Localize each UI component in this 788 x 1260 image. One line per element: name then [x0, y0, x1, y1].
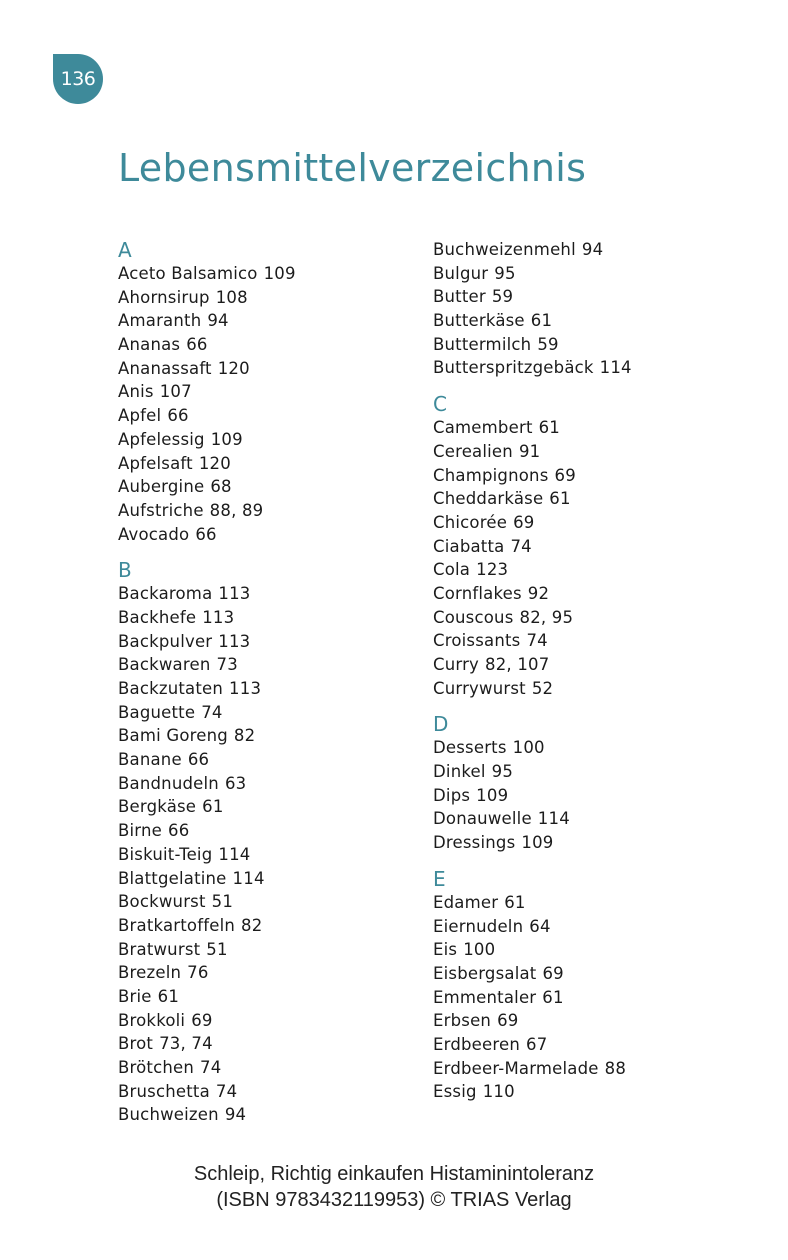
entry-name: Buttermilch — [433, 334, 532, 354]
index-entry — [433, 511, 753, 535]
entry-pages: 66 — [187, 750, 210, 770]
index-entry — [118, 1080, 438, 1104]
index-section — [118, 238, 438, 546]
index-section — [433, 238, 753, 380]
index-entry — [118, 819, 438, 843]
entry-name: Anis — [118, 382, 154, 402]
index-entry — [433, 558, 753, 582]
index-entry — [118, 1056, 438, 1080]
entry-pages: 64 — [529, 916, 551, 936]
entry-name: Ciabatta — [433, 536, 505, 556]
entry-pages: 113 — [218, 631, 251, 651]
entry-pages: 109 — [521, 833, 554, 853]
index-entry — [433, 582, 753, 606]
entry-pages: 51 — [206, 939, 228, 959]
entry-list — [433, 238, 753, 380]
index-entry — [118, 606, 438, 630]
index-entry — [433, 333, 753, 357]
entry-name: Bandnudeln — [118, 773, 219, 793]
index-entry — [118, 1009, 438, 1033]
entry-pages: 76 — [187, 963, 209, 983]
entry-name: Eis — [433, 940, 458, 960]
index-entry — [118, 582, 438, 606]
index-entry — [433, 1009, 753, 1033]
entry-pages: 91 — [518, 441, 541, 461]
entry-pages: 69 — [497, 1011, 519, 1031]
index-entry — [433, 487, 753, 511]
entry-pages: 67 — [526, 1034, 548, 1054]
index-entry — [118, 748, 438, 772]
entry-pages: 100 — [512, 738, 545, 758]
entry-pages: 113 — [202, 607, 235, 627]
section-letter: D — [433, 712, 449, 737]
index-entry — [433, 1080, 753, 1104]
index-entry — [118, 333, 438, 357]
entry-name: Eisbergsalat — [433, 963, 537, 983]
entry-name: Brot — [118, 1034, 154, 1054]
entry-pages: 61 — [542, 987, 564, 1007]
entry-pages: 51 — [211, 892, 234, 912]
entry-pages: 66 — [168, 821, 190, 841]
section-letter: A — [118, 238, 132, 262]
entry-pages: 120 — [217, 358, 250, 378]
index-entry — [433, 629, 753, 653]
entry-pages: 100 — [463, 940, 496, 960]
entry-pages: 109 — [476, 785, 509, 805]
entry-name: Erbsen — [433, 1011, 492, 1031]
index-entry — [433, 262, 753, 286]
page-title: Lebensmittelverzeichnis — [118, 146, 587, 190]
index-entry — [118, 404, 438, 428]
entry-name: Cerealien — [433, 441, 513, 461]
entry-name: Ahornsirup — [118, 287, 210, 307]
entry-name: Aubergine — [118, 477, 205, 497]
index-entry — [118, 795, 438, 819]
entry-pages: 73 — [216, 655, 238, 675]
index-entry — [118, 452, 438, 476]
index-entry — [433, 891, 753, 915]
entry-pages: 61 — [538, 418, 561, 438]
entry-name: Butter — [433, 287, 486, 307]
entry-name: Donauwelle — [433, 809, 532, 829]
index-entry — [118, 985, 438, 1009]
entry-pages: 82, 95 — [519, 607, 574, 627]
entry-pages: 95 — [494, 263, 516, 283]
entry-name: Couscous — [433, 607, 514, 627]
entry-name: Bratkartoffeln — [118, 915, 236, 935]
entry-pages: 108 — [215, 287, 248, 307]
entry-name: Backpulver — [118, 631, 213, 651]
entry-pages: 69 — [542, 963, 564, 983]
entry-name: Aceto Balsamico — [118, 264, 258, 283]
index-entry — [433, 986, 753, 1010]
index-entry — [118, 630, 438, 654]
index-entry — [433, 784, 753, 808]
index-entry — [118, 475, 438, 499]
entry-pages: 74 — [200, 1058, 222, 1077]
index-entry — [118, 499, 438, 523]
footer — [0, 1161, 788, 1213]
index-entry — [433, 962, 753, 986]
index-entry — [433, 606, 753, 630]
index-entry — [118, 867, 438, 891]
entry-name: Camembert — [433, 418, 533, 438]
index-entry — [118, 890, 438, 914]
entry-name: Croissants — [433, 631, 521, 651]
index-entry — [118, 286, 438, 310]
entry-name: Butterkäse — [433, 311, 525, 331]
entry-name: Birne — [118, 821, 163, 841]
index-section — [433, 867, 753, 1104]
entry-pages: 66 — [167, 406, 189, 426]
index-entry — [118, 961, 438, 985]
entry-name: Cheddarkäse — [433, 489, 544, 509]
entry-name: Bergkäse — [118, 797, 197, 817]
index-entry — [118, 357, 438, 381]
index-entry — [433, 285, 753, 309]
index-entry — [433, 309, 753, 333]
index-entry — [118, 843, 438, 867]
entry-pages: 113 — [218, 584, 251, 604]
entry-pages: 69 — [554, 465, 576, 485]
entry-pages: 74 — [215, 1081, 238, 1101]
entry-name: Cornflakes — [433, 583, 522, 603]
entry-pages: 114 — [218, 844, 251, 864]
entry-pages: 59 — [491, 287, 514, 307]
index-entry — [118, 309, 438, 333]
entry-name: Brötchen — [118, 1058, 195, 1077]
index-entry — [118, 428, 438, 452]
entry-pages: 66 — [195, 524, 217, 544]
entry-name: Buchweizen — [118, 1105, 219, 1125]
entry-pages: 61 — [504, 892, 526, 912]
entry-name: Cola — [433, 560, 471, 580]
entry-pages: 52 — [531, 678, 554, 698]
index-entry — [118, 938, 438, 962]
entry-pages: 69 — [513, 512, 535, 532]
index-entry — [433, 831, 753, 855]
index-section — [433, 392, 753, 700]
footer-line-1: Schleip, Richtig einkaufen Histaminintoleranz — [193, 1163, 595, 1185]
entry-pages: 113 — [229, 679, 262, 698]
entry-pages: 88, 89 — [209, 500, 264, 520]
entry-list — [433, 736, 753, 854]
page-number-badge: 136 — [53, 54, 103, 104]
entry-pages: 95 — [491, 762, 514, 782]
entry-name: Eiernudeln — [433, 916, 524, 936]
entry-name: Dinkel — [433, 762, 486, 782]
entry-name: Edamer — [433, 892, 499, 912]
index-entry — [118, 701, 438, 725]
entry-list — [433, 416, 753, 700]
entry-name: Bruschetta — [118, 1081, 210, 1101]
entry-name: Erdbeer-Marmelade — [433, 1058, 599, 1078]
index-entry — [118, 724, 438, 748]
index-entry — [118, 523, 438, 547]
entry-pages: 68 — [210, 477, 232, 497]
entry-list — [433, 891, 753, 1104]
entry-pages: 74 — [510, 536, 532, 556]
index-column-left — [118, 238, 438, 1127]
entry-pages: 63 — [224, 773, 247, 793]
entry-name: Erdbeeren — [433, 1034, 520, 1054]
entry-pages: 69 — [191, 1010, 213, 1030]
entry-pages: 94 — [581, 240, 604, 259]
index-entry — [118, 677, 438, 701]
entry-pages: 61 — [549, 489, 571, 509]
index-entry — [433, 653, 753, 677]
entry-name: Amaranth — [118, 311, 202, 331]
index-entry — [118, 380, 438, 404]
index-entry — [433, 1057, 753, 1081]
index-entry — [433, 736, 753, 760]
entry-name: Bockwurst — [118, 892, 206, 912]
entry-pages: 82 — [233, 726, 256, 746]
entry-pages: 59 — [537, 334, 559, 354]
entry-name: Currywurst — [433, 678, 526, 698]
footer-line-2: (ISBN 9783432119953) © TRIAS Verlag — [216, 1189, 572, 1211]
entry-pages: 66 — [186, 335, 208, 355]
entry-name: Brokkoli — [118, 1010, 186, 1030]
entry-name: Apfelessig — [118, 429, 205, 449]
entry-name: Biskuit-Teig — [118, 844, 213, 864]
entry-name: Buchweizenmehl — [433, 240, 576, 259]
entry-pages: 114 — [232, 868, 265, 888]
entry-name: Brie — [118, 986, 152, 1006]
entry-pages: 120 — [198, 453, 231, 473]
entry-name: Backwaren — [118, 655, 211, 675]
entry-name: Curry — [433, 655, 480, 674]
entry-pages: 109 — [210, 429, 243, 449]
entry-name: Bratwurst — [118, 939, 201, 959]
entry-pages: 123 — [476, 560, 509, 580]
entry-pages: 88 — [604, 1058, 627, 1078]
index-entry — [118, 653, 438, 677]
index-entry — [433, 807, 753, 831]
entry-name: Backhefe — [118, 607, 197, 627]
entry-pages: 74 — [526, 631, 548, 651]
entry-pages: 73, 74 — [159, 1034, 213, 1054]
entry-name: Butterspritzgebäck — [433, 358, 594, 378]
index-section — [433, 712, 753, 854]
index-entry — [433, 238, 753, 262]
entry-name: Backzutaten — [118, 679, 224, 698]
index-section — [118, 558, 438, 1127]
index-entry — [118, 914, 438, 938]
section-letter: E — [433, 866, 446, 891]
entry-pages: 82 — [241, 915, 263, 935]
entry-name: Bulgur — [433, 263, 489, 283]
index-entry — [118, 1103, 438, 1127]
entry-pages: 107 — [159, 382, 192, 402]
entry-name: Apfelsaft — [118, 453, 193, 473]
entry-name: Champignons — [433, 465, 549, 485]
entry-name: Blattgelatine — [118, 868, 227, 888]
index-entry — [433, 535, 753, 559]
entry-name: Bami Goreng — [118, 726, 228, 746]
entry-name: Brezeln — [118, 963, 182, 983]
index-entry — [433, 760, 753, 784]
entry-name: Ananas — [118, 335, 181, 355]
section-letter: B — [118, 558, 132, 583]
entry-name: Chicorée — [433, 512, 508, 532]
entry-name: Emmentaler — [433, 987, 537, 1007]
index-entry — [433, 356, 753, 380]
entry-pages: 114 — [537, 809, 570, 829]
entry-pages: 110 — [482, 1082, 515, 1102]
index-entry — [433, 938, 753, 962]
index-entry — [118, 262, 438, 286]
index-entry — [433, 915, 753, 939]
index-entry — [433, 440, 753, 464]
index-entry — [433, 464, 753, 488]
section-letter: C — [433, 392, 447, 417]
entry-pages: 114 — [599, 358, 632, 378]
entry-name: Apfel — [118, 406, 162, 426]
entry-name: Avocado — [118, 524, 190, 544]
entry-list — [118, 582, 438, 1127]
entry-pages: 94 — [224, 1105, 247, 1125]
entry-name: Desserts — [433, 738, 507, 758]
entry-name: Dips — [433, 785, 471, 805]
entry-pages: 74 — [201, 702, 223, 722]
index-entry — [118, 772, 438, 796]
entry-pages: 61 — [157, 986, 180, 1006]
index-entry — [118, 1032, 438, 1056]
entry-name: Essig — [433, 1082, 477, 1102]
entry-pages: 94 — [207, 311, 229, 331]
entry-list — [118, 262, 438, 546]
entry-name: Baguette — [118, 702, 196, 722]
entry-name: Dressings — [433, 833, 516, 853]
index-entry — [433, 416, 753, 440]
entry-name: Aufstriche — [118, 500, 204, 520]
entry-pages: 92 — [527, 583, 550, 603]
entry-pages: 82, 107 — [485, 655, 550, 674]
entry-pages: 61 — [530, 311, 553, 331]
entry-pages: 61 — [202, 797, 224, 817]
entry-name: Backaroma — [118, 584, 213, 604]
entry-pages: 109 — [263, 264, 296, 283]
entry-name: Banane — [118, 750, 182, 770]
index-column-right — [433, 238, 753, 1104]
index-entry — [433, 677, 753, 701]
index-entry — [433, 1033, 753, 1057]
entry-name: Ananassaft — [118, 358, 212, 378]
